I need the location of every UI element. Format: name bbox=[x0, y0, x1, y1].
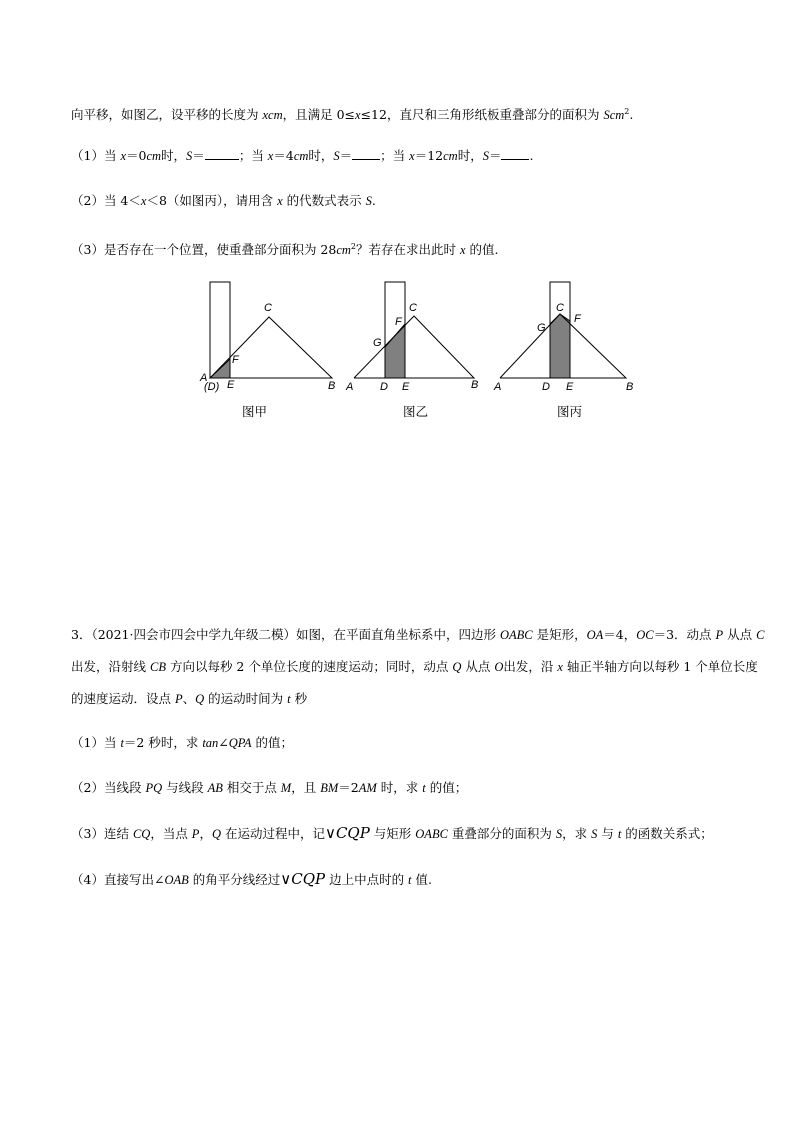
label-f: F bbox=[574, 313, 581, 325]
label-d: D bbox=[380, 381, 388, 393]
label-a: A bbox=[494, 381, 502, 393]
label-e: E bbox=[227, 379, 235, 391]
caption-yi: 图乙 bbox=[403, 404, 429, 419]
label-g: G bbox=[537, 322, 546, 334]
problem3-intro-line2: 出发，沿射线 CB 方向以每秒 2 个单位长度的速度运动；同时，动点 Q 从点 O出发，沿 x 轴正半轴方向以每秒 1 个单位长度 bbox=[71, 659, 758, 674]
label-d: D bbox=[542, 381, 550, 393]
overlap-shade bbox=[550, 314, 570, 378]
problem3-question2: （2）当线段 PQ 与线段 AB 相交于点 M，且 BM＝2AM 时，求 t 的值； bbox=[71, 780, 468, 795]
triangle-symbol: ∨CQP bbox=[280, 870, 326, 888]
problem2-question1: （1）当 x＝0cm时，S＝ ；当 x＝4cm时，S＝ ；当 x＝12cm时，S＝ . bbox=[71, 148, 534, 163]
label-a: A bbox=[346, 381, 354, 393]
triangle-symbol: ∨CQP bbox=[324, 824, 370, 842]
label-a: A bbox=[200, 372, 208, 384]
problem3-intro-line1: 3．（2021·四会市四会中学九年级二模）如图，在平面直角坐标系中，四边形 OABC 是矩形，OA＝4，OC＝3．动点 P 从点 C bbox=[71, 627, 765, 642]
figure-bing bbox=[490, 278, 640, 397]
figure-jia bbox=[195, 278, 345, 397]
label-e: E bbox=[566, 381, 574, 393]
caption-bing: 图丙 bbox=[557, 404, 583, 419]
problem2-question3: （3）是否存在一个位置，使重叠部分面积为 $28cm^2$？若存在求出此时 x 的值. bbox=[71, 242, 499, 258]
label-b: B bbox=[626, 381, 634, 393]
label-c: C bbox=[556, 302, 564, 314]
answer-blank[interactable] bbox=[352, 148, 380, 160]
label-b: B bbox=[471, 379, 479, 391]
answer-blank[interactable] bbox=[501, 148, 529, 160]
label-b: B bbox=[328, 380, 336, 392]
problem3-question3: （3）连结 CQ，当点 P，Q 在运动过程中，记∨CQP 与矩形 OABC 重叠部分的面积为 S，求 S 与 t 的函数关系式； bbox=[71, 824, 713, 842]
label-c: C bbox=[409, 302, 417, 314]
label-f: F bbox=[395, 316, 402, 328]
answer-blank[interactable] bbox=[205, 148, 239, 160]
triangle bbox=[354, 316, 474, 378]
label-d: (D) bbox=[204, 381, 220, 393]
overlap-shade bbox=[385, 324, 405, 378]
problem2-intro-line: 向平移，如图乙，设平移的长度为 xcm，且满足 0≤x≤12，直尺和三角形纸板重叠部分的面积为 Scm$^2$. bbox=[71, 107, 634, 123]
problem2-question2: （2）当 4＜x＜8（如图丙），请用含 x 的代数式表示 S. bbox=[71, 193, 376, 208]
problem3-intro-line3: 的速度运动．设点 P、Q 的运动时间为 t 秒 bbox=[71, 691, 308, 706]
label-f: F bbox=[232, 354, 239, 366]
problem3-question4: （4）直接写出∠OAB 的角平分线经过∨CQP 边上中点时的 t 值. bbox=[71, 870, 432, 888]
label-e: E bbox=[402, 381, 410, 393]
label-g: G bbox=[373, 337, 382, 349]
label-c: C bbox=[264, 302, 272, 314]
figure-yi bbox=[342, 278, 492, 397]
caption-jia: 图甲 bbox=[242, 404, 268, 419]
problem3-question1: （1）当 t＝2 秒时，求 tan∠QPA 的值； bbox=[71, 735, 293, 750]
